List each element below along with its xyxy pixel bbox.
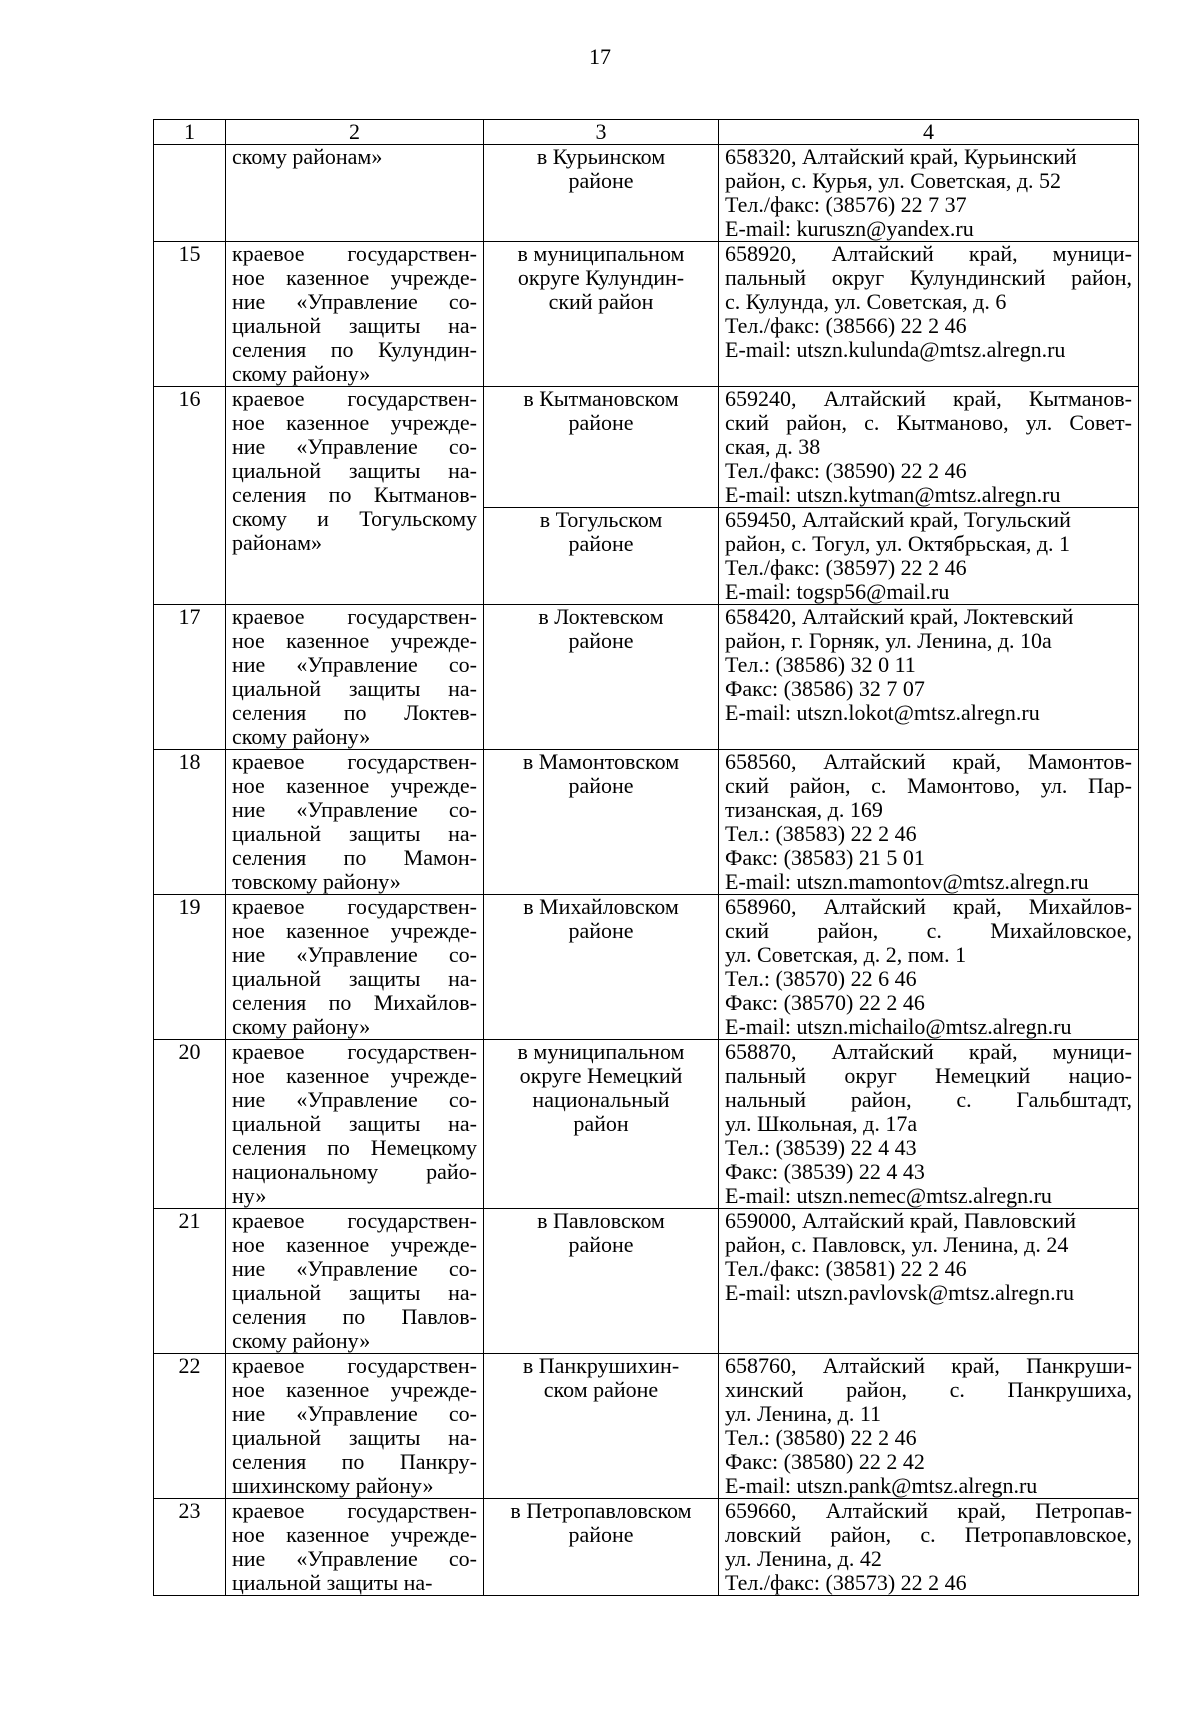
address-line: район, с. Павловск, ул. Ленина, д. 24 [725, 1232, 1069, 1257]
address-line: E-mail: utszn.lokot@mtsz.alregn.ru [725, 700, 1040, 725]
table-row [154, 1499, 1139, 1596]
location-line: районе [568, 531, 634, 556]
address-line: пальный округ Немецкий нацио- [725, 1063, 1132, 1088]
address-line: E-mail: utszn.nemec@mtsz.alregn.ru [725, 1183, 1052, 1208]
location-cell [484, 508, 719, 605]
address-line: E-mail: utszn.kytman@mtsz.alregn.ru [725, 482, 1061, 507]
location-line: в муниципальном [517, 241, 685, 266]
address-line: 658960, Алтайский край, Михайлов- [725, 894, 1132, 919]
institution-name-cell [226, 387, 484, 605]
location-line: в Павловском [537, 1208, 665, 1233]
row-number: 15 [154, 242, 226, 387]
institution-name-cell [226, 145, 484, 242]
table-row [154, 605, 1139, 750]
address-line: 658320, Алтайский край, Курьинский [725, 144, 1077, 169]
location-line: в Кытмановском [523, 386, 679, 411]
row-number: 19 [154, 895, 226, 1040]
address-line: E-mail: utszn.kulunda@mtsz.alregn.ru [725, 337, 1066, 362]
header-cell: 2 [226, 120, 484, 145]
institution-name-line: ние «Управление со- [232, 1087, 477, 1112]
address-line: с. Кулунда, ул. Советская, д. 6 [725, 289, 1007, 314]
institution-name-cell [226, 750, 484, 895]
address-line: Факс: (38539) 22 4 43 [725, 1159, 925, 1184]
row-number: 16 [154, 387, 226, 605]
institution-name-cell [226, 1354, 484, 1499]
institution-name-line: циальной защиты на- [232, 1111, 477, 1136]
address-line: район, с. Тогул, ул. Октябрьская, д. 1 [725, 531, 1071, 556]
address-line: E-mail: utszn.michailo@mtsz.alregn.ru [725, 1014, 1072, 1039]
page-number: 17 [589, 44, 611, 69]
offices-table [153, 119, 1139, 1596]
institution-name-line: краевое государствен- [232, 1208, 477, 1233]
institution-name-line: краевое государствен- [232, 241, 477, 266]
institution-name-line: ние «Управление со- [232, 942, 477, 967]
address-cell [719, 1354, 1139, 1499]
address-line: 658420, Алтайский край, Локтевский [725, 604, 1074, 629]
institution-name-line: краевое государствен- [232, 1039, 477, 1064]
location-line: в Панкрушихин- [522, 1353, 680, 1378]
location-line: в Тогульском [539, 507, 663, 532]
address-line: Тел./факс: (38566) 22 2 46 [725, 313, 967, 338]
address-line: ская, д. 38 [725, 434, 821, 459]
address-line: тизанская, д. 169 [725, 797, 883, 822]
location-line: в Локтевском [538, 604, 664, 629]
location-line: в Петропавловском [510, 1498, 692, 1523]
row-number: 20 [154, 1040, 226, 1209]
address-line: 659240, Алтайский край, Кытманов- [725, 386, 1132, 411]
location-cell [484, 605, 719, 750]
institution-name-cell [226, 895, 484, 1040]
institution-name-line: районам» [232, 530, 322, 555]
institution-name-line: скому району» [232, 1328, 371, 1353]
address-line: Тел./факс: (38597) 22 2 46 [725, 555, 967, 580]
institution-name-line: ное казенное учрежде- [232, 773, 477, 798]
row-number: 21 [154, 1209, 226, 1354]
address-cell [719, 145, 1139, 242]
header-cell: 4 [719, 120, 1139, 145]
table-row [154, 242, 1139, 387]
address-cell [719, 508, 1139, 605]
institution-name-line: селения по Михайлов- [232, 990, 477, 1015]
address-cell [719, 1499, 1139, 1596]
address-line: Факс: (38583) 21 5 01 [725, 845, 925, 870]
institution-name-line: краевое государствен- [232, 1498, 477, 1523]
table-row [154, 145, 1139, 242]
address-line: ский район, с. Кытманово, ул. Совет- [725, 410, 1132, 435]
address-line: Тел.: (38570) 22 6 46 [725, 966, 917, 991]
address-line: 659660, Алтайский край, Петропав- [725, 1498, 1132, 1523]
row-number: 23 [154, 1499, 226, 1596]
institution-name-line: селения по Кытманов- [232, 482, 477, 507]
institution-name-line: ное казенное учрежде- [232, 1377, 477, 1402]
address-line: Тел./факс: (38576) 22 7 37 [725, 192, 967, 217]
location-line: районе [568, 168, 634, 193]
institution-name-line: селения по Павлов- [232, 1304, 477, 1329]
address-line: ул. Ленина, д. 11 [725, 1401, 882, 1426]
institution-name-line: краевое государствен- [232, 386, 477, 411]
institution-name-line: ное казенное учрежде- [232, 1232, 477, 1257]
location-line: район [573, 1111, 629, 1136]
institution-name-line: ние «Управление со- [232, 797, 477, 822]
address-line: район, с. Курья, ул. Советская, д. 52 [725, 168, 1062, 193]
address-line: ул. Школьная, д. 17а [725, 1111, 918, 1136]
address-cell [719, 1040, 1139, 1209]
address-line: E-mail: utszn.pank@mtsz.alregn.ru [725, 1473, 1038, 1498]
institution-name-line: ние «Управление со- [232, 434, 477, 459]
institution-name-line: ние «Управление со- [232, 652, 477, 677]
table-row [154, 1040, 1139, 1209]
location-cell [484, 1040, 719, 1209]
institution-name-line: ное казенное учрежде- [232, 918, 477, 943]
address-cell [719, 895, 1139, 1040]
address-line: Тел.: (38586) 32 0 11 [725, 652, 916, 677]
institution-name-line: циальной защиты на- [232, 966, 477, 991]
address-cell [719, 1209, 1139, 1354]
address-line: 658760, Алтайский край, Панкруши- [725, 1353, 1132, 1378]
address-line: 659450, Алтайский край, Тогульский [725, 507, 1071, 532]
institution-name-line: ние «Управление со- [232, 1256, 477, 1281]
address-line: ловский район, с. Петропавловское, [725, 1522, 1132, 1547]
location-line: округе Кулундин- [517, 265, 685, 290]
institution-name-line: циальной защиты на- [232, 676, 477, 701]
address-line: E-mail: utszn.pavlovsk@mtsz.alregn.ru [725, 1280, 1074, 1305]
institution-name-line: ное казенное учрежде- [232, 410, 477, 435]
location-line: районе [568, 410, 634, 435]
institution-name-line: скому и Тогульскому [232, 506, 477, 531]
institution-name-line: краевое государствен- [232, 749, 477, 774]
address-line: 658560, Алтайский край, Мамонтов- [725, 749, 1132, 774]
address-line: Тел.: (38539) 22 4 43 [725, 1135, 917, 1160]
address-line: Тел./факс: (38590) 22 2 46 [725, 458, 967, 483]
institution-name-line: ное казенное учрежде- [232, 1063, 477, 1088]
institution-name-cell [226, 1499, 484, 1596]
location-cell [484, 1209, 719, 1354]
table-row [154, 750, 1139, 895]
location-line: ский район [548, 289, 654, 314]
institution-name-line: скому району» [232, 361, 371, 386]
institution-name-line: циальной защиты на- [232, 1425, 477, 1450]
institution-name-line: краевое государствен- [232, 1353, 477, 1378]
location-line: районе [568, 918, 634, 943]
address-line: ул. Ленина, д. 42 [725, 1546, 882, 1571]
address-line: 658920, Алтайский край, муници- [725, 241, 1132, 266]
institution-name-line: циальной защиты на- [232, 458, 477, 483]
address-cell [719, 242, 1139, 387]
address-line: Тел.: (38583) 22 2 46 [725, 821, 917, 846]
institution-name-line: скому району» [232, 1014, 371, 1039]
institution-name-line: национальному райо- [232, 1159, 477, 1184]
address-line: ул. Советская, д. 2, пом. 1 [725, 942, 967, 967]
location-line: округе Немецкий [519, 1063, 683, 1088]
address-line: нальный район, с. Гальбштадт, [725, 1087, 1132, 1112]
institution-name-cell [226, 1209, 484, 1354]
address-line: ский район, с. Мамонтово, ул. Пар- [725, 773, 1132, 798]
location-line: в Курьинском [536, 144, 666, 169]
location-line: районе [568, 628, 634, 653]
address-line: E-mail: togsp56@mail.ru [725, 579, 950, 604]
location-cell [484, 750, 719, 895]
institution-name-line: селения по Кулундин- [232, 337, 477, 362]
institution-name-line: краевое государствен- [232, 604, 477, 629]
address-cell [719, 387, 1139, 508]
address-line: хинский район, с. Панкрушиха, [725, 1377, 1132, 1402]
address-line: Тел./факс: (38573) 22 2 46 [725, 1570, 967, 1595]
row-number: 22 [154, 1354, 226, 1499]
institution-name-cell [226, 1040, 484, 1209]
location-line: ском районе [543, 1377, 659, 1402]
institution-name-line: ну» [232, 1183, 267, 1208]
institution-name-line: селения по Немецкому [232, 1135, 477, 1160]
address-cell [719, 750, 1139, 895]
address-line: Факс: (38586) 32 7 07 [725, 676, 925, 701]
address-line: E-mail: kuruszn@yandex.ru [725, 216, 974, 241]
location-cell [484, 1499, 719, 1596]
address-line: Факс: (38570) 22 2 46 [725, 990, 925, 1015]
institution-name-line: шихинскому району» [232, 1473, 434, 1498]
header-cell: 1 [154, 120, 226, 145]
address-line: E-mail: utszn.mamontov@mtsz.alregn.ru [725, 869, 1089, 894]
row-number: 18 [154, 750, 226, 895]
institution-name-line: циальной защиты на- [232, 313, 477, 338]
institution-name-line: скому району» [232, 724, 371, 749]
location-line: районе [568, 773, 634, 798]
row-number: 17 [154, 605, 226, 750]
location-line: национальный [532, 1087, 670, 1112]
table-header-row [154, 120, 1139, 145]
institution-name-line: ное казенное учрежде- [232, 1522, 477, 1547]
table-row [154, 1209, 1139, 1354]
address-line: Факс: (38580) 22 2 42 [725, 1449, 925, 1474]
institution-name-line: ние «Управление со- [232, 1401, 477, 1426]
table-row [154, 1354, 1139, 1499]
institution-name-line: ное казенное учрежде- [232, 628, 477, 653]
institution-name-line: ние «Управление со- [232, 289, 477, 314]
address-line: Тел./факс: (38581) 22 2 46 [725, 1256, 967, 1281]
location-line: в Михайловском [523, 894, 679, 919]
institution-name-line: скому районам» [232, 144, 383, 169]
institution-name-line: селения по Мамон- [232, 845, 477, 870]
address-line: 659000, Алтайский край, Павловский [725, 1208, 1077, 1233]
institution-name-line: циальной защиты на- [232, 821, 477, 846]
institution-name-cell [226, 605, 484, 750]
address-line: Тел.: (38580) 22 2 46 [725, 1425, 917, 1450]
address-line: 658870, Алтайский край, муници- [725, 1039, 1132, 1064]
institution-name-line: селения по Панкру- [232, 1449, 477, 1474]
institution-name-cell [226, 242, 484, 387]
row-number [154, 145, 226, 242]
location-cell [484, 242, 719, 387]
location-line: в Мамонтовском [522, 749, 680, 774]
location-line: районе [568, 1232, 634, 1257]
institution-name-line: циальной защиты на- [232, 1280, 477, 1305]
header-cell: 3 [484, 120, 719, 145]
address-cell [719, 605, 1139, 750]
institution-name-line: циальной защиты на- [232, 1570, 433, 1595]
table-row [154, 387, 1139, 508]
table-row [154, 895, 1139, 1040]
address-line: пальный округ Кулундинский район, [725, 265, 1132, 290]
location-cell [484, 1354, 719, 1499]
institution-name-line: товскому району» [232, 869, 401, 894]
address-line: район, г. Горняк, ул. Ленина, д. 10а [725, 628, 1052, 653]
location-cell [484, 145, 719, 242]
location-cell [484, 387, 719, 508]
location-line: районе [568, 1522, 634, 1547]
location-line: в муниципальном [517, 1039, 685, 1064]
location-cell [484, 895, 719, 1040]
institution-name-line: ное казенное учрежде- [232, 265, 477, 290]
address-line: ский район, с. Михайловское, [725, 918, 1132, 943]
institution-name-line: селения по Локтев- [232, 700, 477, 725]
institution-name-line: краевое государствен- [232, 894, 477, 919]
institution-name-line: ние «Управление со- [232, 1546, 477, 1571]
